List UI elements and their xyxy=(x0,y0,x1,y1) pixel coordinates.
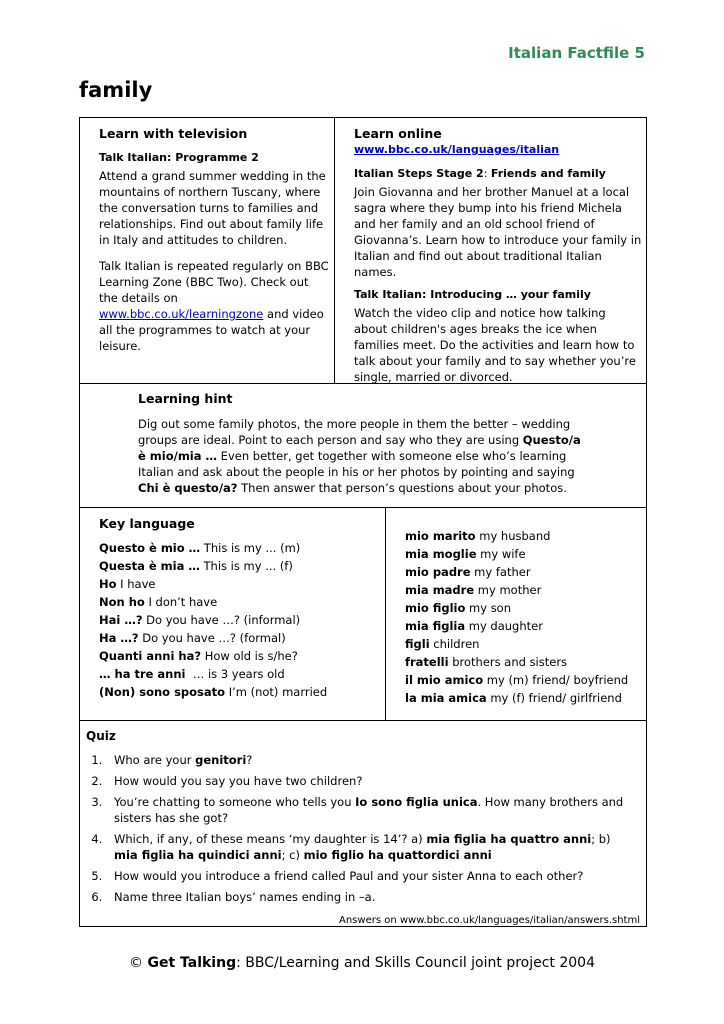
separator: : xyxy=(167,151,176,164)
tv-description: Attend a grand summer wedding in the mountains of northern Tuscany, where the conversation turns to families and relationships. Find out about family life in Italy and attitudes to children. xyxy=(99,169,326,247)
english-meaning: my (f) friend/ girlfriend xyxy=(486,691,622,705)
online-heading: Learn online xyxy=(354,126,442,141)
italian-phrase: Questo è mio … xyxy=(99,541,201,555)
hint-text xyxy=(138,416,583,496)
q-text: Which, if any, of these means ‘my daughter is 14’? a) xyxy=(114,832,427,846)
programme-series: Talk Italian xyxy=(99,151,167,164)
english-meaning: my daughter xyxy=(465,619,543,633)
tv-repeat-text xyxy=(99,258,329,354)
steps-description: Join Giovanna and her brother Manuel at a local sagra where they bump into his friend Michela and her family and an old school friend of Giovanna’s. Learn how to introduce your family in Italian and find out about traditional Italian names. xyxy=(354,185,642,279)
key-phrase-row xyxy=(99,594,379,612)
quiz-question: 2. How would you say you have two children? xyxy=(106,773,636,789)
tv-programme xyxy=(99,150,329,166)
english-meaning: my father xyxy=(470,565,531,579)
hint-text-2: Even better, get together with someone else who’s learning Italian and ask about the people in his or her photos by pointing and saying xyxy=(138,449,575,479)
english-meaning: Do you have …? (informal) xyxy=(142,613,301,627)
key-phrase-row xyxy=(99,558,379,576)
steps-title xyxy=(354,166,642,182)
copyright-symbol: © xyxy=(129,955,143,971)
answers-note: Answers on www.bbc.co.uk/languages/italian/answers.shtml xyxy=(339,915,640,926)
key-list-right xyxy=(405,528,645,708)
divider xyxy=(80,507,646,508)
q-bold: Io sono figlia unica xyxy=(355,795,478,809)
quiz-heading: Quiz xyxy=(86,729,116,743)
english-meaning: This is my ... (f) xyxy=(199,559,293,573)
key-list-left xyxy=(99,540,379,702)
repeat-post: and video all the programmes to watch at your leisure. xyxy=(99,307,324,353)
italian-phrase: la mia amica xyxy=(405,691,487,705)
divider xyxy=(385,507,386,720)
divider xyxy=(334,118,335,383)
hint-text-1: Dig out some family photos, the more people in them the better – wedding groups are ideal. Point to each person and say who they are using xyxy=(138,417,571,447)
key-phrase-row xyxy=(99,540,379,558)
italian-phrase: mio figlio xyxy=(405,601,466,615)
italian-phrase: Questa è mia … xyxy=(99,559,200,573)
quiz-question xyxy=(106,794,636,826)
footer-brand: Get Talking xyxy=(147,955,237,971)
english-meaning: … is 3 years old xyxy=(185,667,285,681)
key-phrase-row xyxy=(405,636,645,654)
intro-title: Talk Italian: Introducing … your family xyxy=(354,288,591,301)
italian-phrase: Quanti anni ha? xyxy=(99,649,202,663)
italian-phrase: mia madre xyxy=(405,583,475,597)
italian-phrase: fratelli xyxy=(405,655,449,669)
hint-phrase-1: Questo/a è mio/mia … xyxy=(138,433,581,463)
key-language-left xyxy=(99,516,379,702)
key-phrase-row xyxy=(405,600,645,618)
english-meaning: my husband xyxy=(475,529,551,543)
key-phrase-row xyxy=(405,582,645,600)
english-meaning: my mother xyxy=(474,583,542,597)
key-heading: Key language xyxy=(99,516,195,531)
italian-phrase: (Non) sono sposato xyxy=(99,685,226,699)
hint-phrase-2: Chi è questo/a? xyxy=(138,481,238,495)
english-meaning: brothers and sisters xyxy=(448,655,568,669)
key-phrase-row xyxy=(405,654,645,672)
quiz-section xyxy=(86,728,636,910)
italian-phrase: il mio amico xyxy=(405,673,484,687)
programme-name: Programme 2 xyxy=(175,151,259,164)
english-meaning: I’m (not) married xyxy=(225,685,328,699)
steps-label: Italian Steps Stage 2 xyxy=(354,167,484,180)
key-phrase-row xyxy=(99,612,379,630)
online-section xyxy=(354,126,642,385)
quiz-question xyxy=(106,831,636,863)
quiz-question: 6. Name three Italian boys’ names ending in –a. xyxy=(106,889,636,905)
italian-phrase: … ha tre anni xyxy=(99,667,186,681)
content-box xyxy=(79,117,647,927)
hint-text-3: Then answer that person’s questions about your photos. xyxy=(237,481,567,495)
q-text: . How many brothers and sisters has she got? xyxy=(114,795,624,825)
key-phrase-row xyxy=(405,672,645,690)
quiz-question: 5. How would you introduce a friend called Paul and your sister Anna to each other? xyxy=(106,868,636,884)
key-phrase-row xyxy=(99,630,379,648)
page-title: family xyxy=(79,78,153,102)
english-meaning: I have xyxy=(116,577,156,591)
key-phrase-row xyxy=(405,690,645,708)
english-meaning: my son xyxy=(465,601,512,615)
italian-phrase: mia moglie xyxy=(405,547,477,561)
italian-phrase: mio padre xyxy=(405,565,471,579)
quiz-question xyxy=(106,752,636,768)
hint-heading: Learning hint xyxy=(138,391,233,406)
english-meaning: Do you have …? (formal) xyxy=(138,631,286,645)
q-text: ; c) xyxy=(281,848,304,862)
q-bold: mia figlia ha quindici anni xyxy=(114,848,282,862)
key-language-right xyxy=(405,528,645,708)
quiz-list xyxy=(86,752,636,905)
english-meaning: This is my ... (m) xyxy=(200,541,301,555)
key-phrase-row xyxy=(99,576,379,594)
key-phrase-row xyxy=(405,564,645,582)
english-meaning: I don’t have xyxy=(144,595,218,609)
italian-phrase: Non ho xyxy=(99,595,145,609)
key-phrase-row xyxy=(405,546,645,564)
key-phrase-row xyxy=(99,666,379,684)
separator: : xyxy=(483,167,491,180)
italian-phrase: mia figlia xyxy=(405,619,466,633)
repeat-pre: Talk Italian is repeated regularly on BBC Learning Zone (BBC Two). Check out the details on xyxy=(99,259,329,305)
q-bold: genitori xyxy=(195,753,247,767)
italian-phrase: Ho xyxy=(99,577,117,591)
tv-section xyxy=(99,126,329,354)
english-meaning: How old is s/he? xyxy=(201,649,298,663)
key-phrase-row xyxy=(405,618,645,636)
divider xyxy=(80,720,646,721)
english-meaning: my (m) friend/ boyfriend xyxy=(483,673,629,687)
italian-phrase: Hai …? xyxy=(99,613,143,627)
key-phrase-row xyxy=(405,528,645,546)
q-text: Who are your xyxy=(114,753,196,767)
italian-phrase: Ha …? xyxy=(99,631,139,645)
intro-description: Watch the video clip and notice how talking about children's ages breaks the ice when families meet. Do the activities and learn how to talk about your family and to say whether you’re single, married or divorced. xyxy=(354,306,636,384)
footer-text: : BBC/Learning and Skills Council joint project 2004 xyxy=(236,955,595,971)
tv-heading: Learn with television xyxy=(99,126,248,141)
q-bold: mia figlia ha quattro anni xyxy=(426,832,592,846)
italian-phrase: mio marito xyxy=(405,529,476,543)
english-meaning: children xyxy=(429,637,480,651)
q-text: ? xyxy=(246,753,253,767)
italian-phrase: figli xyxy=(405,637,430,651)
learningzone-link[interactable]: www.bbc.co.uk/learningzone xyxy=(99,307,264,321)
q-bold: mio figlio ha quattordici anni xyxy=(303,848,492,862)
key-phrase-row xyxy=(99,648,379,666)
q-text: You’re chatting to someone who tells you xyxy=(114,795,356,809)
italian-languages-link[interactable]: www.bbc.co.uk/languages/italian xyxy=(354,143,560,156)
factfile-label: Italian Factfile 5 xyxy=(508,44,645,62)
q-text: ; b) xyxy=(591,832,611,846)
key-phrase-row xyxy=(99,684,379,702)
english-meaning: my wife xyxy=(476,547,526,561)
hint-section xyxy=(138,391,583,496)
steps-name: Friends and family xyxy=(490,167,606,180)
footer xyxy=(0,955,724,971)
